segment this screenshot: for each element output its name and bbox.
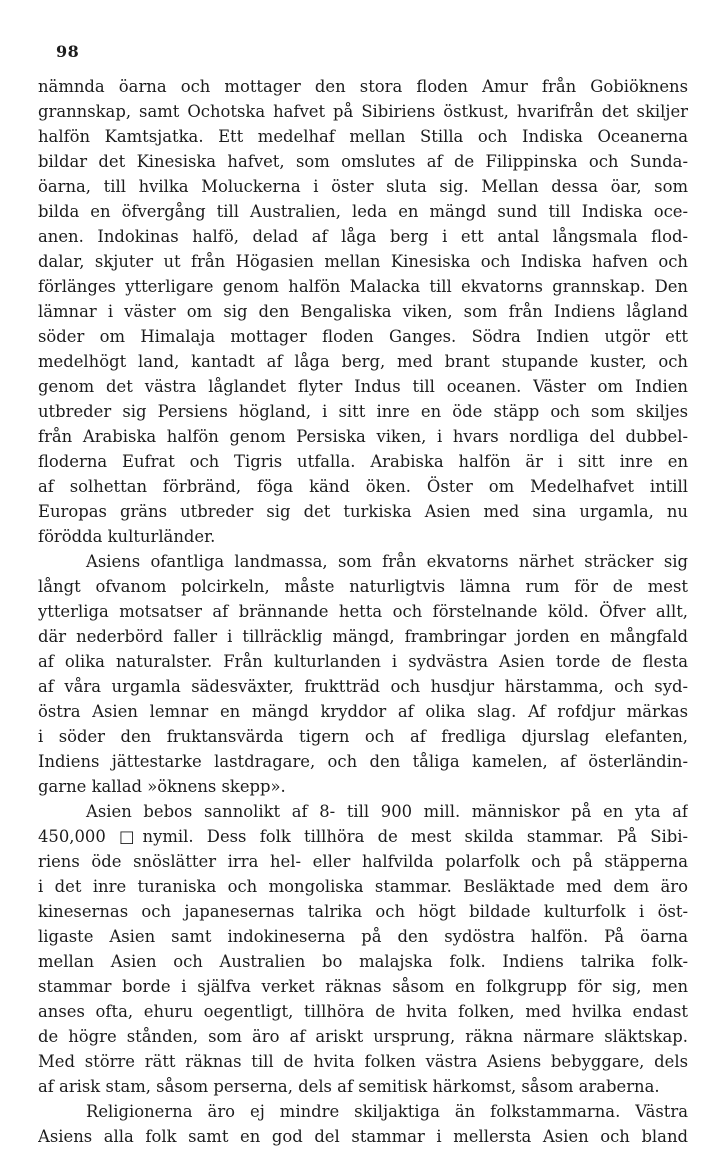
text-line: halfön Kamtsjatka. Ett medelhaf mellan Stilla och Indiska Oceanerna <box>38 127 688 146</box>
text-line: stammar borde i själfva verket räknas såsom en folkgrupp för sig, men <box>38 977 688 996</box>
text-line: öarna, till hvilka Moluckerna i öster sluta sig. Mellan dessa öar, som <box>38 177 688 196</box>
text-line: ligaste Asien samt indokineserna på den sydöstra halfön. På öarna <box>38 927 688 946</box>
text-line: östra Asien lemnar en mängd kryddor af olika slag. Af rofdjur märkas <box>38 702 688 721</box>
text-line: af olika naturalster. Från kulturlanden i sydvästra Asien torde de flesta <box>38 652 688 671</box>
text-line: förlänges ytterligare genom halfön Malacka till ekvatorns grannskap. Den <box>38 277 688 296</box>
text-line: Med större rätt räknas till de hvita folken västra Asiens bebyggare, dels <box>38 1052 688 1071</box>
text-line: ytterliga motsatser af brännande hetta och förstelnande köld. Öfver allt, <box>38 602 688 621</box>
text-line: garne kallad »öknens skepp». <box>38 777 286 796</box>
text-line: dalar, skjuter ut från Högasien mellan Kinesiska och Indiska hafven och <box>38 252 688 271</box>
text-line: från Arabiska halfön genom Persiska viken, i hvars nordliga del dubbel- <box>38 427 688 446</box>
text-line: anses ofta, ehuru oegentligt, tillhöra de hvita folken, med hvilka endast <box>38 1002 688 1021</box>
page-number: 98 <box>56 42 80 61</box>
text-line: mellan Asien och Australien bo malajska folk. Indiens talrika folk- <box>38 952 688 971</box>
text-line: Asiens alla folk samt en god del stammar i mellersta Asien och bland <box>38 1127 688 1146</box>
text-line: kinesernas och japanesernas talrika och högt bildade kulturfolk i öst- <box>38 902 688 921</box>
text-line: anen. Indokinas halfö, delad af låga berg i ett antal långsmala flod- <box>38 227 688 246</box>
text-line: söder om Himalaja mottager floden Ganges. Södra Indien utgör ett <box>38 327 688 346</box>
text-line: bilda en öfvergång till Australien, leda en mängd sund till Indiska oce- <box>38 202 688 221</box>
text-line: långt ofvanom polcirkeln, måste naturligtvis lämna rum för de mest <box>38 577 688 596</box>
text-line: där nederbörd faller i tillräcklig mängd, frambringar jorden en mångfald <box>38 627 688 646</box>
text-line: Religionerna äro ej mindre skiljaktiga än folkstammarna. Västra <box>86 1102 688 1121</box>
text-line: Asien bebos sannolikt af 8- till 900 mill. människor på en yta af <box>86 802 688 821</box>
text-line: nämnda öarna och mottager den stora floden Amur från Gobiöknens <box>38 77 688 96</box>
text-line: medelhögt land, kantadt af låga berg, med brant stupande kuster, och <box>38 352 688 371</box>
body-text <box>38 74 688 1149</box>
text-line: riens öde snöslätter irra hel- eller halfvilda polarfolk och på stäpperna <box>38 852 688 871</box>
text-line: bildar det Kinesiska hafvet, som omslutes af de Filippinska och Sunda- <box>38 152 688 171</box>
text-line: Indiens jättestarke lastdragare, och den tåliga kamelen, af österländin- <box>38 752 688 771</box>
text-line: i söder den fruktansvärda tigern och af fredliga djurslag elefanten, <box>38 727 688 746</box>
text-line: floderna Eufrat och Tigris utfalla. Arabiska halfön är i sitt inre en <box>38 452 688 471</box>
text-line: Europas gräns utbreder sig det turkiska Asien med sina urgamla, nu <box>38 502 688 521</box>
text-line: af arisk stam, såsom perserna, dels af semitisk härkomst, såsom araberna. <box>38 1077 660 1096</box>
text-line: förödda kulturländer. <box>38 527 216 546</box>
text-line: utbreder sig Persiens högland, i sitt inre en öde stäpp och som skiljes <box>38 402 688 421</box>
text-line: grannskap, samt Ochotska hafvet på Sibiriens östkust, hvarifrån det skiljer <box>38 102 688 121</box>
text-line: genom det västra låglandet flyter Indus till oceanen. Väster om Indien <box>38 377 688 396</box>
text-line: af solhettan förbränd, föga känd öken. Öster om Medelhafvet intill <box>38 477 688 496</box>
text-line: de högre stånden, som äro af ariskt ursprung, räkna närmare släktskap. <box>38 1027 688 1046</box>
text-line: i det inre turaniska och mongoliska stammar. Besläktade med dem äro <box>38 877 688 896</box>
text-line: lämnar i väster om sig den Bengaliska viken, som från Indiens lågland <box>38 302 688 321</box>
text-line: Asiens ofantliga landmassa, som från ekvatorns närhet sträcker sig <box>86 552 688 571</box>
text-line: 450,000 □nymil. Dess folk tillhöra de mest skilda stammar. På Sibi- <box>38 827 688 846</box>
text-line: af våra urgamla sädesväxter, fruktträd och husdjur härstamma, och syd- <box>38 677 688 696</box>
